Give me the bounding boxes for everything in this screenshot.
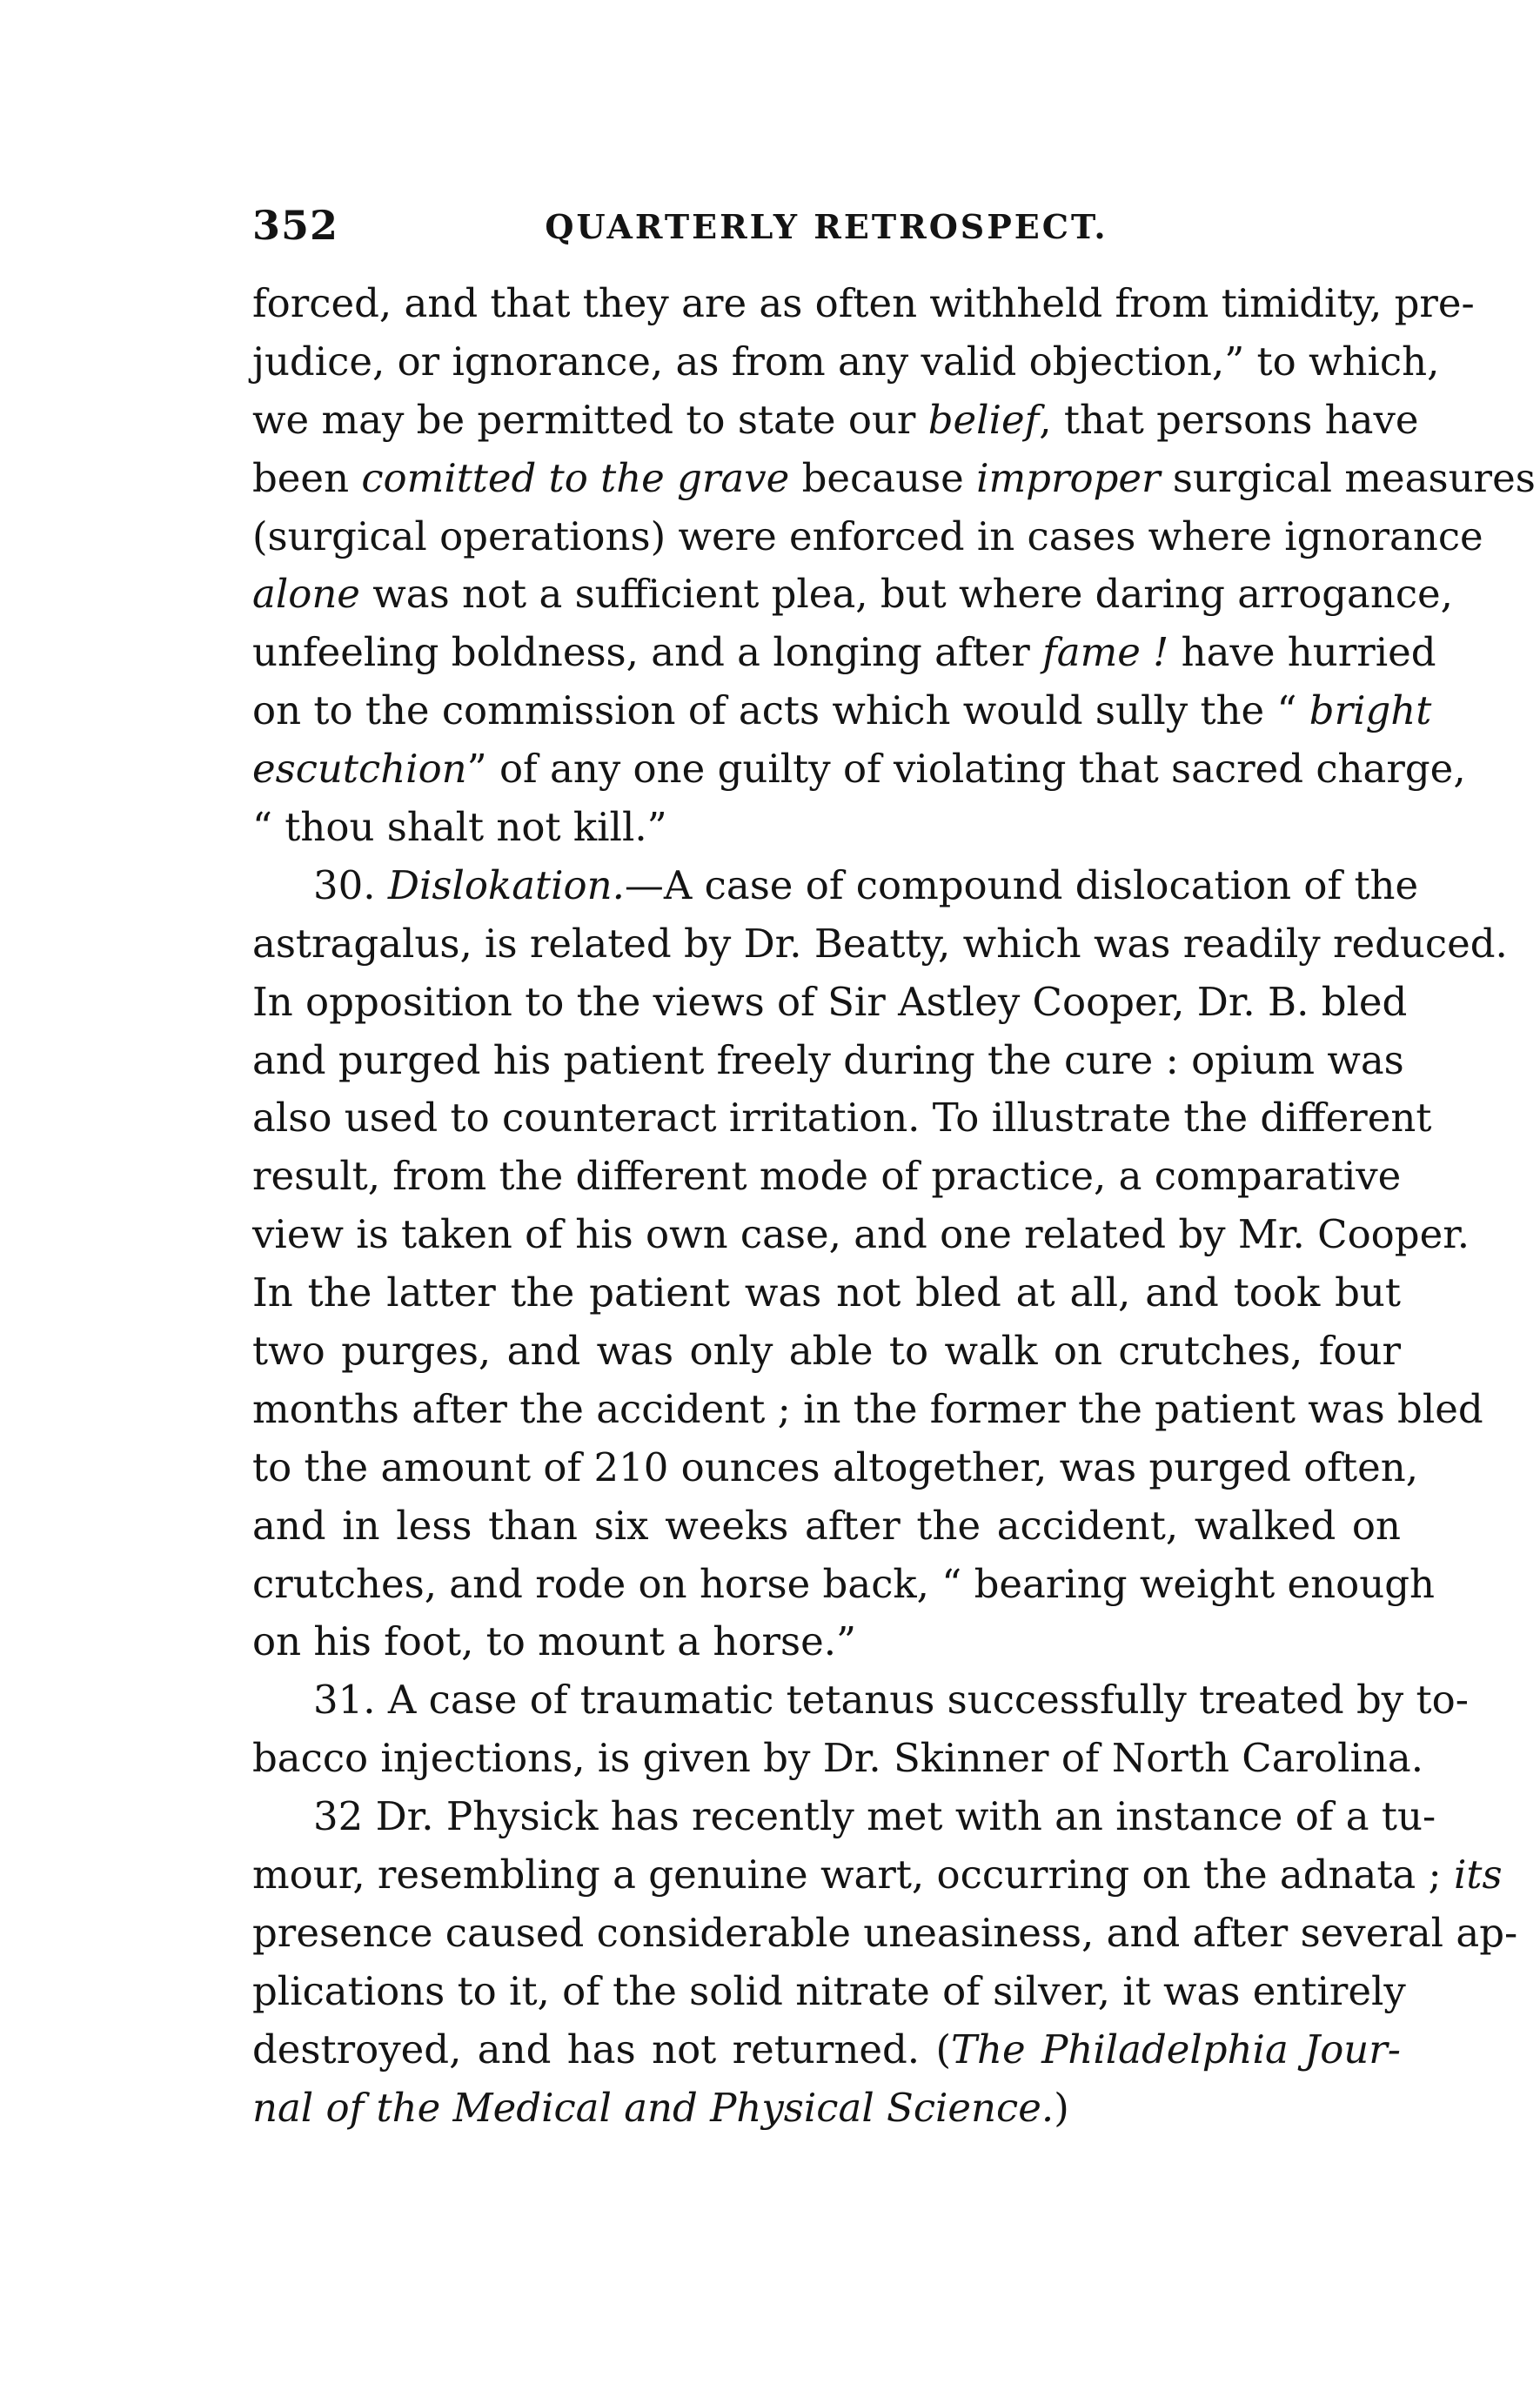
text-segment: In opposition to the views of Sir Astley Cooper, Dr. B. bled <box>252 978 1408 1025</box>
body-text <box>252 275 1536 2138</box>
text-line <box>252 275 1475 333</box>
text-segment: to the amount of 210 ounces altogether, was purged often, <box>252 1443 1419 1490</box>
text-line <box>252 392 1419 450</box>
text-line <box>252 1148 1401 1206</box>
text-line <box>252 566 1453 624</box>
text-segment: have hurried <box>1168 629 1436 676</box>
text-line <box>252 624 1436 682</box>
text-segment: two purges, and was only able to walk on crutches, four <box>252 1328 1401 1375</box>
text-segment: judice, or ignorance, as from any valid objection,” to which, <box>252 338 1440 385</box>
text-segment: ” of any one guilty of violating that sacred charge, <box>466 746 1466 793</box>
italic-text-segment: belief <box>927 396 1040 443</box>
text-segment: months after the accident ; in the former the patient was bled <box>252 1385 1483 1432</box>
text-segment: 30. <box>313 861 388 908</box>
text-segment: view is taken of his own case, and one related by Mr. Cooper. <box>252 1211 1470 1258</box>
text-line <box>252 740 1466 799</box>
text-line <box>252 1032 1404 1090</box>
italic-text-segment: bright <box>1309 687 1432 734</box>
italic-text-segment: comitted to the grave <box>361 454 790 501</box>
text-segment: was not a sufficient plea, but where daring arrogance, <box>359 571 1453 618</box>
text-segment: on to the commission of acts which would sully the “ <box>252 687 1309 734</box>
text-segment: because <box>789 454 977 501</box>
text-segment: In the latter the patient was not bled at all, and took but <box>252 1269 1401 1316</box>
running-title: QUARTERLY RETROSPECT. <box>545 207 1108 246</box>
text-line <box>252 974 1408 1032</box>
text-segment: unfeeling boldness, and a longing after <box>252 629 1043 676</box>
text-line <box>252 1206 1470 1264</box>
text-segment: astragalus, is related by Dr. Beatty, which was readily reduced. <box>252 920 1508 967</box>
text-line <box>252 1089 1432 1148</box>
text-segment: and in less than six weeks after the accident, walked on <box>252 1502 1401 1549</box>
text-segment: been <box>252 454 362 501</box>
text-line <box>252 1671 1469 1730</box>
text-line <box>252 857 1419 915</box>
text-segment: also used to counteract irritation. To illustrate the different <box>252 1095 1432 1142</box>
text-line <box>252 1730 1424 1788</box>
text-line <box>252 333 1440 392</box>
italic-text-segment: Dislokation. <box>387 861 625 908</box>
text-segment: on his foot, to mount a horse.” <box>252 1618 857 1665</box>
text-line <box>252 1497 1401 1556</box>
text-segment: “ thou shalt not kill.” <box>252 804 667 851</box>
text-segment: 32 Dr. Physick has recently met with an instance of a tu- <box>313 1793 1436 1840</box>
text-segment: and purged his patient freely during the cure : opium was <box>252 1036 1404 1083</box>
text-segment: , that persons have <box>1039 396 1419 443</box>
text-segment: presence caused considerable uneasiness, and after several ap- <box>252 1909 1518 1956</box>
text-line <box>252 1264 1401 1323</box>
text-line <box>252 2079 1401 2138</box>
text-line <box>252 1439 1419 1497</box>
text-line <box>252 1323 1401 1381</box>
text-line <box>252 1556 1436 1614</box>
text-segment: mour, resembling a genuine wart, occurring on the adnata ; <box>252 1852 1455 1898</box>
text-segment: crutches, and rode on horse back, “ bearing weight enough <box>252 1560 1436 1607</box>
text-line <box>252 1846 1503 1905</box>
text-segment: ) <box>1054 2084 1069 2131</box>
running-head <box>252 202 1401 254</box>
text-segment: we may be permitted to state our <box>252 396 928 443</box>
text-line <box>252 1905 1518 1963</box>
text-line <box>252 915 1508 974</box>
italic-text-segment: nal of the Medical and Physical Science. <box>252 2084 1055 2131</box>
text-segment: result, from the different mode of practice, a comparative <box>252 1153 1402 1200</box>
text-line <box>252 1613 1401 1671</box>
text-line <box>252 1963 1406 2021</box>
text-line <box>252 1381 1483 1439</box>
text-segment: (surgical operations) were enforced in cases where ignorance <box>252 512 1483 559</box>
text-line <box>252 450 1536 508</box>
text-segment: —A case of compound dislocation of the <box>624 861 1419 908</box>
italic-text-segment: The Philadelphia Jour- <box>951 2026 1402 2073</box>
italic-text-segment: fame ! <box>1042 629 1169 676</box>
text-segment: forced, and that they are as often withheld from timidity, pre- <box>252 280 1475 326</box>
italic-text-segment: improper <box>976 454 1161 501</box>
text-line <box>252 508 1483 566</box>
italic-text-segment: escutchion <box>252 746 467 793</box>
text-line <box>252 2021 1401 2079</box>
text-segment: 31. A case of traumatic tetanus successfully treated by to- <box>313 1677 1469 1724</box>
text-segment: bacco injections, is given by Dr. Skinner of North Carolina. <box>252 1735 1424 1782</box>
text-line <box>252 799 1401 857</box>
text-segment: surgical measures <box>1160 454 1536 501</box>
page-number: 352 <box>252 202 339 249</box>
text-line <box>252 682 1432 740</box>
italic-text-segment: alone <box>252 571 360 618</box>
text-segment: destroyed, and has not returned. ( <box>252 2026 952 2073</box>
text-line <box>252 1788 1436 1846</box>
text-segment: plications to it, of the solid nitrate of silver, it was entirely <box>252 1967 1406 2014</box>
italic-text-segment: its <box>1454 1852 1503 1898</box>
